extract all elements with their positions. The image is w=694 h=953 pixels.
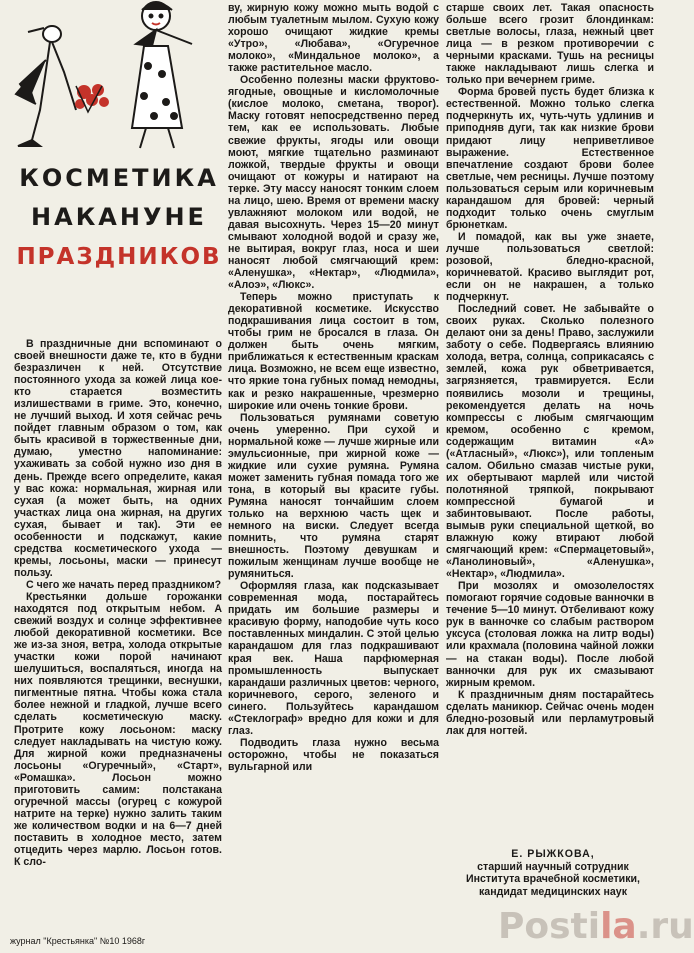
paragraph: Особенно полезны маски фруктово-ягодные, овощные и кисломолочные (кислое молоко, сметана, творог). Маску готовят непосредственно перед тем, как ее использовать. Любые свежие фрукты, ягоды или овощи моют, мягкие тщательно разминают ложкой, твердые фрукты и овощи очищают от кожуры и натирают на терке. Эту массу наносят тонким слоем на лицо, шею. Время от времени маску увлажняют молоком или водой, не давая высохнуть. Через 15—20 минут смывают холодной водой и сразу же, не вытирая, вокруг глаз, носа и шеи наносят любой смягчающий крем: «Аленушка», «Нектар», «Людмила», «Алоэ», «Люкс». <box>228 74 439 292</box>
paragraph: С чего же начать перед праздником? <box>26 578 222 591</box>
paragraph: Подводить глаза нужно весьма осторожно, чтобы не показаться вульгарной или <box>228 736 439 773</box>
flower-bouquet-illustration <box>75 84 109 112</box>
paragraph: Крестьянки дольше горожанки находятся под открытым небом. А свежий воздух и солнце эффективнее любой декоративной косметики. Все же из-за зноя, ветра, холода открытые участки кожи порой начинают шелушиться, воспаляться, иногда на них появляются трещинки, веснушки, пигментные пятна. Чтобы кожа стала более нежной и гладкой, лучше всего сделать косметическую маску. Протрите кожу лосьоном: маску следует накладывать на чистую кожу. Для жирной кожи предназначены лосьоны «Огуречный», «Старт», «Ромашка». Лосьон можно приготовить самим: полстакана огуречной массы (огурец с кожурой натрите на терке) нужно залить таким же количеством водки и на 6—7 дней поставить в холодное место, затем отцедить через марлю. Лосьон готов. К сло- <box>14 590 222 869</box>
man-figure-illustration <box>16 26 76 146</box>
paragraph: К праздничным дням постарайтесь сделать маникюр. Сейчас очень моден бледно-розовый или перламутровый лак для ногтей. <box>446 688 654 737</box>
watermark-logo: Postila.ru <box>498 906 694 947</box>
article-column-1 <box>14 338 222 924</box>
author-degree: кандидат медицинских наук <box>479 885 627 898</box>
source-caption: журнал "Крестьянка" №10 1968г <box>10 936 146 946</box>
author-name: Е. РЫЖКОВА, <box>511 848 595 860</box>
paragraph: старше своих лет. Такая опасность больше всего грозит блондинкам: светлые волосы, глаза, нежный цвет лица — в резком противоречии с черными красками. Тушь на ресницы также накладывают лишь слегка и только при вечернем гриме. <box>446 2 654 87</box>
headline-line-1: КОСМЕТИКА <box>19 164 219 192</box>
author-role: старший научный сотрудник Института врачебной косметики, <box>466 860 640 885</box>
paragraph: Форма бровей пусть будет близка к естественной. Можно только слегка подчеркнуть их, чуть-чуть удлинив и приподняв дуги, так как низкие брови придают лицу неприветливое выражение. Естественное впечатление создают брови более светлые, чем ресницы. Лучше поэтому пользоваться серым или коричневым карандашом для бровей: черный подходит только очень смуглым брюнеткам. <box>446 86 654 231</box>
paragraph: ву, жирную кожу можно мыть водой с любым туалетным мылом. Сухую кожу хорошо очищают жидкие кремы «Утро», «Любава», «Огуречное молоко», «Миндальное молоко», а также растительное масло. <box>228 2 439 75</box>
fashion-couple-illustration <box>6 0 222 150</box>
headline-line-2: НАКАНУНЕ <box>31 203 207 231</box>
paragraph: Пользоваться румянами советую очень умеренно. При сухой и нормальной коже — лучше жирные или эмульсионные, при жирной коже — жидкие или сухие румяна. Румяна может заменить губная помада того же тона, в который вы красите губы. Румяна наносят тончайшим слоем только на верхнюю часть щек и немного на виски. Следует всегда помнить, что румяна старят внешность. Поэтому девушкам и пожилым женщинам лучше вообще не румяниться. <box>228 411 439 581</box>
paragraph: В праздничные дни вспоминают о своей внешности даже те, кто в будни безразличен к ней. Отсутствие постоянного ухода за кожей лица кое-кто старается возместить излишествами в гриме. Это, конечно, не лучший выход. И хотя сейчас речь пойдет главным образом о том, как быть красивой в торжественные дни, думаю, уместно напоминание: ухаживать за собой нужно изо дня в день. Прежде всего определите, какая у вас кожа: нормальная, жирная или сухая (а может быть, на одних участках лица она жирная, на других сухая, бывает и так). Эти ее особенности и подскажут, какие средства косметического ухода — кремы, лосьоны, маски — принесут пользу. <box>14 338 222 579</box>
article-column-2 <box>228 2 439 946</box>
paragraph: Последний совет. Не забывайте о своих руках. Сколько полезного делают они за день! Право, заслужили заботу о себе. Подвергаясь влиянию холода, ветра, солнца, соприкасаясь с землей, кожа рук обветривается, загрязняется, травмируется. Если появились мозоли и трещины, рекомендуется делать на ночь компрессы с любым смягчающим кремом, особенно с кремом, содержащим витамин «А» («Атласный», «Люкс»), или топленым салом. Обильно смазав чистые руки, их обертывают марлей или чистой полотняной тряпкой, покрывают компрессной бумагой и забинтовывают. После работы, вымыв руки специальной щеткой, во влажную кожу втирают любой смягчающий крем: «Спермацетовый», «Ланолиновый», «Аленушка», «Нектар», «Людмила». <box>446 303 654 581</box>
paragraph: Оформляя глаза, как подсказывает современная мода, постарайтесь придать им большие размеры и красивую форму, наподобие чуть косо поставленных миндалин. С этой целью карандашом для глаз подкрашивают края век. Наша парфюмерная промышленность выпускает карандаши различных цветов: черного, коричневого, серого, зеленого и синего. Пользуйтесь карандашом «Стеклограф» вредно для кожи и для глаз. <box>228 580 439 737</box>
paragraph: И помадой, как вы уже знаете, лучше пользоваться светлой: розовой, бледно-красной, коричневатой. Красиво выглядит рот, если он не накрашен, а только подчеркнут. <box>446 230 654 304</box>
woman-figure-illustration <box>132 2 192 148</box>
paragraph: При мозолях и омозолелостях помогают горячие содовые ванночки в течение 5—10 минут. Отбеливают кожу рук в ванночке со слабым раствором уксуса (столовая ложка на литр воды) или крахмала (половина чайной ложки — на стакан воды). После любой ванночки для рук их смазывают жирным кремом. <box>446 580 654 689</box>
article-column-3 <box>446 2 654 836</box>
paragraph: Теперь можно приступать к декоративной косметике. Искусство подкрашивания лица состоит в том, чтобы грим не бросался в глаза. Он должен быть очень мягким, приближаться к естественным краскам лица. Возможно, не всем еще известно, что яркие тона губных помад немодны, как и резко накрашенные, чрезмерно широкие или очень тонкие брови. <box>228 291 439 412</box>
headline-line-3: ПРАЗДНИКОВ <box>16 244 222 270</box>
author-credit <box>452 848 654 898</box>
